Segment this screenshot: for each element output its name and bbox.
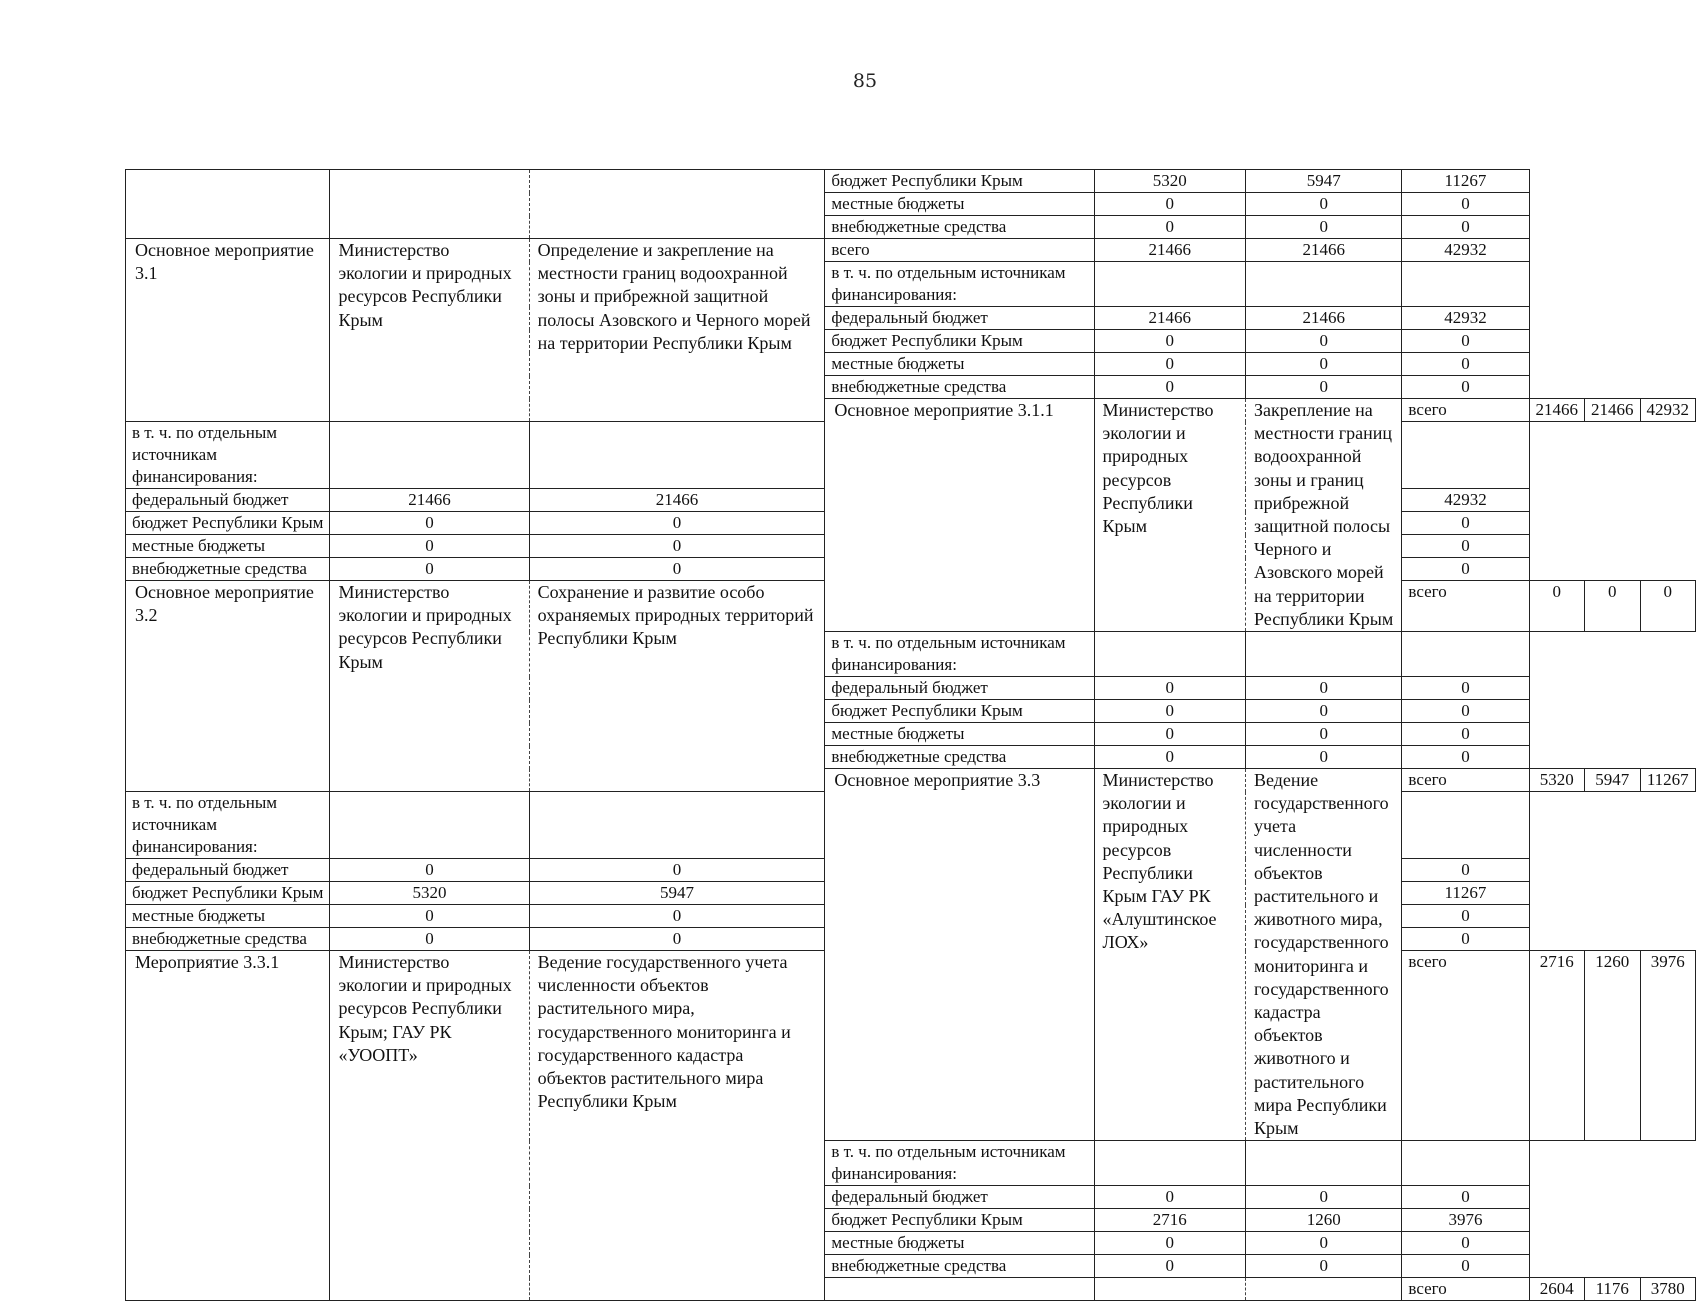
event-description: Закрепление на местности границ водоохранной зоны и границ прибрежной защитной полосы Черного и Азовского морей на территории Республики Крым (1245, 399, 1401, 632)
value-total: 0 (1402, 677, 1529, 700)
value-year2: 21466 (1245, 307, 1401, 330)
value-year1: 0 (1094, 193, 1245, 216)
source-label: федеральный бюджет (825, 1186, 1094, 1209)
value-year2: 1176 (1585, 1278, 1641, 1301)
event-executor: Министерство экологии и природных ресурсов Республики Крым ГАУ РК «Алуштинское ЛОХ» (1094, 769, 1245, 1141)
value-total: 0 (1402, 558, 1529, 581)
value-total: 0 (1402, 1186, 1529, 1209)
value-year2: 0 (1245, 677, 1401, 700)
value-total: 0 (1402, 1232, 1529, 1255)
sources-label: в т. ч. по отдельным источникам финансирования: (825, 1141, 1094, 1186)
source-label: бюджет Республики Крым (825, 700, 1094, 723)
value-total: 42932 (1402, 239, 1529, 262)
event-name-cell (825, 1278, 1094, 1301)
source-label: внебюджетные средства (825, 746, 1094, 769)
value-total: 42932 (1402, 489, 1529, 512)
description-cell (529, 170, 825, 239)
value-year2: 5947 (1585, 769, 1641, 792)
source-label: внебюджетные средства (825, 376, 1094, 399)
value-year1: 0 (1094, 677, 1245, 700)
value-year2: 0 (1245, 1232, 1401, 1255)
source-label: местные бюджеты (825, 353, 1094, 376)
source-label: местные бюджеты (825, 723, 1094, 746)
value-year1: 21466 (330, 489, 529, 512)
total-label: всего (1402, 399, 1529, 422)
source-label: бюджет Республики Крым (126, 882, 330, 905)
value-total: 42932 (1640, 399, 1696, 422)
source-label: бюджет Республики Крым (126, 512, 330, 535)
value-year1: 21466 (1094, 239, 1245, 262)
value-year2: 0 (529, 512, 825, 535)
event-executor: Министерство экологии и природных ресурсов Республики Крым (330, 581, 529, 792)
value-year2: 0 (529, 859, 825, 882)
value-total: 0 (1402, 216, 1529, 239)
value-year1: 2716 (1094, 1209, 1245, 1232)
value-total: 0 (1402, 928, 1529, 951)
source-label: внебюджетные средства (825, 1255, 1094, 1278)
empty-value-cell (1245, 262, 1401, 307)
source-label: местные бюджеты (126, 905, 330, 928)
value-total: 11267 (1640, 769, 1696, 792)
empty-value-cell (529, 422, 825, 489)
value-total: 11267 (1402, 170, 1529, 193)
value-year2: 5947 (529, 882, 825, 905)
value-year2: 0 (1245, 216, 1401, 239)
value-year1: 5320 (1529, 769, 1585, 792)
empty-value-cell (1094, 1141, 1245, 1186)
empty-value-cell (529, 792, 825, 859)
value-year2: 0 (1245, 1255, 1401, 1278)
empty-value-cell (1402, 632, 1529, 677)
source-label: местные бюджеты (825, 1232, 1094, 1255)
source-label: федеральный бюджет (825, 677, 1094, 700)
source-label: внебюджетные средства (126, 558, 330, 581)
table-row (126, 170, 1696, 193)
value-year1: 0 (1094, 216, 1245, 239)
empty-value-cell (330, 422, 529, 489)
total-label: всего (1402, 769, 1529, 792)
executor-cell (1094, 1278, 1245, 1301)
value-year2: 0 (529, 535, 825, 558)
event-description: Сохранение и развитие особо охраняемых природных территорий Республики Крым (529, 581, 825, 792)
value-year2: 0 (1245, 1186, 1401, 1209)
sources-label: в т. ч. по отдельным источникам финансирования: (825, 262, 1094, 307)
value-year1: 0 (1094, 1232, 1245, 1255)
value-total: 11267 (1402, 882, 1529, 905)
value-year1: 2716 (1529, 951, 1585, 1141)
value-total: 3976 (1402, 1209, 1529, 1232)
total-label: всего (1402, 1278, 1529, 1301)
empty-value-cell (1402, 792, 1529, 859)
page-number: 85 (852, 70, 878, 92)
value-year1: 0 (1094, 700, 1245, 723)
value-year1: 21466 (1094, 307, 1245, 330)
value-total: 0 (1402, 376, 1529, 399)
value-year2: 0 (1585, 581, 1641, 632)
value-year2: 21466 (529, 489, 825, 512)
source-label: бюджет Республики Крым (825, 170, 1094, 193)
value-year1: 5320 (1094, 170, 1245, 193)
value-total: 0 (1402, 330, 1529, 353)
value-year2: 0 (1245, 700, 1401, 723)
source-label: местные бюджеты (126, 535, 330, 558)
event-name: Основное мероприятие 3.3 (825, 769, 1094, 1141)
value-year1: 0 (330, 859, 529, 882)
value-year2: 1260 (1245, 1209, 1401, 1232)
value-year1: 0 (330, 558, 529, 581)
event-description: Ведение государственного учета численности объектов растительного мира, государственного мониторинга и государственного кадастра объектов растительного мира Республики Крым (529, 951, 825, 1301)
event-executor: Министерство экологии и природных ресурсов Республики Крым; ГАУ РК «УООПТ» (330, 951, 529, 1301)
source-label: федеральный бюджет (825, 307, 1094, 330)
value-year1: 0 (1529, 581, 1585, 632)
value-total: 0 (1402, 193, 1529, 216)
source-label: бюджет Республики Крым (825, 1209, 1094, 1232)
source-label: внебюджетные средства (126, 928, 330, 951)
value-year1: 0 (330, 905, 529, 928)
value-total: 0 (1402, 859, 1529, 882)
financing-table (125, 169, 1696, 1301)
empty-value-cell (330, 792, 529, 859)
empty-value-cell (1245, 632, 1401, 677)
value-total: 0 (1402, 723, 1529, 746)
value-total: 0 (1402, 512, 1529, 535)
value-total: 0 (1402, 353, 1529, 376)
event-executor: Министерство экологии и природных ресурсов Республики Крым (1094, 399, 1245, 632)
empty-value-cell (1402, 262, 1529, 307)
value-year2: 0 (1245, 193, 1401, 216)
value-year2: 0 (1245, 723, 1401, 746)
event-name: Мероприятие 3.3.1 (126, 951, 330, 1301)
value-year2: 21466 (1245, 239, 1401, 262)
source-label: бюджет Республики Крым (825, 330, 1094, 353)
total-label: всего (1402, 581, 1529, 632)
value-year2: 0 (529, 928, 825, 951)
value-year1: 0 (1094, 376, 1245, 399)
executor-cell (330, 170, 529, 239)
value-year1: 21466 (1529, 399, 1585, 422)
event-name: Основное мероприятие 3.1 (126, 239, 330, 422)
sources-label: в т. ч. по отдельным источникам финансирования: (126, 792, 330, 859)
value-year1: 0 (1094, 723, 1245, 746)
event-description: Определение и закрепление на местности границ водоохранной зоны и прибрежной защитной полосы Азовского и Черного морей на территории Республики Крым (529, 239, 825, 422)
event-name: Основное мероприятие 3.2 (126, 581, 330, 792)
source-label: внебюджетные средства (825, 216, 1094, 239)
event-name-cell (126, 170, 330, 239)
event-description: Ведение государственного учета численности объектов растительного и животного мира, государственного мониторинга и государственного кадастра объектов животного и растительного мира Республики Крым (1245, 769, 1401, 1141)
value-year2: 0 (1245, 330, 1401, 353)
source-label: местные бюджеты (825, 193, 1094, 216)
value-year1: 0 (1094, 353, 1245, 376)
value-year2: 0 (529, 905, 825, 928)
sources-label: в т. ч. по отдельным источникам финансирования: (126, 422, 330, 489)
value-year1: 0 (1094, 1255, 1245, 1278)
value-year2: 0 (529, 558, 825, 581)
value-year2: 5947 (1245, 170, 1401, 193)
value-total: 0 (1640, 581, 1696, 632)
table-row (126, 239, 1696, 262)
value-year1: 0 (330, 535, 529, 558)
value-year1: 2604 (1529, 1278, 1585, 1301)
value-year1: 0 (1094, 330, 1245, 353)
total-label: всего (1402, 951, 1529, 1141)
event-name: Основное мероприятие 3.1.1 (825, 399, 1094, 632)
empty-value-cell (1094, 262, 1245, 307)
value-year2: 0 (1245, 746, 1401, 769)
value-total: 3976 (1640, 951, 1696, 1141)
total-label: всего (825, 239, 1094, 262)
empty-value-cell (1402, 422, 1529, 489)
source-label: федеральный бюджет (126, 859, 330, 882)
value-year1: 5320 (330, 882, 529, 905)
value-total: 42932 (1402, 307, 1529, 330)
table-body (126, 170, 1696, 1301)
value-year1: 0 (1094, 1186, 1245, 1209)
value-year1: 0 (1094, 746, 1245, 769)
value-total: 0 (1402, 535, 1529, 558)
value-year2: 1260 (1585, 951, 1641, 1141)
value-total: 3780 (1640, 1278, 1696, 1301)
event-executor: Министерство экологии и природных ресурсов Республики Крым (330, 239, 529, 422)
value-year1: 0 (330, 512, 529, 535)
value-total: 0 (1402, 905, 1529, 928)
description-cell (1245, 1278, 1401, 1301)
empty-value-cell (1402, 1141, 1529, 1186)
value-year2: 0 (1245, 376, 1401, 399)
empty-value-cell (1245, 1141, 1401, 1186)
value-total: 0 (1402, 700, 1529, 723)
empty-value-cell (1094, 632, 1245, 677)
value-year1: 0 (330, 928, 529, 951)
value-total: 0 (1402, 746, 1529, 769)
sources-label: в т. ч. по отдельным источникам финансирования: (825, 632, 1094, 677)
source-label: федеральный бюджет (126, 489, 330, 512)
value-year2: 21466 (1585, 399, 1641, 422)
value-year2: 0 (1245, 353, 1401, 376)
value-total: 0 (1402, 1255, 1529, 1278)
